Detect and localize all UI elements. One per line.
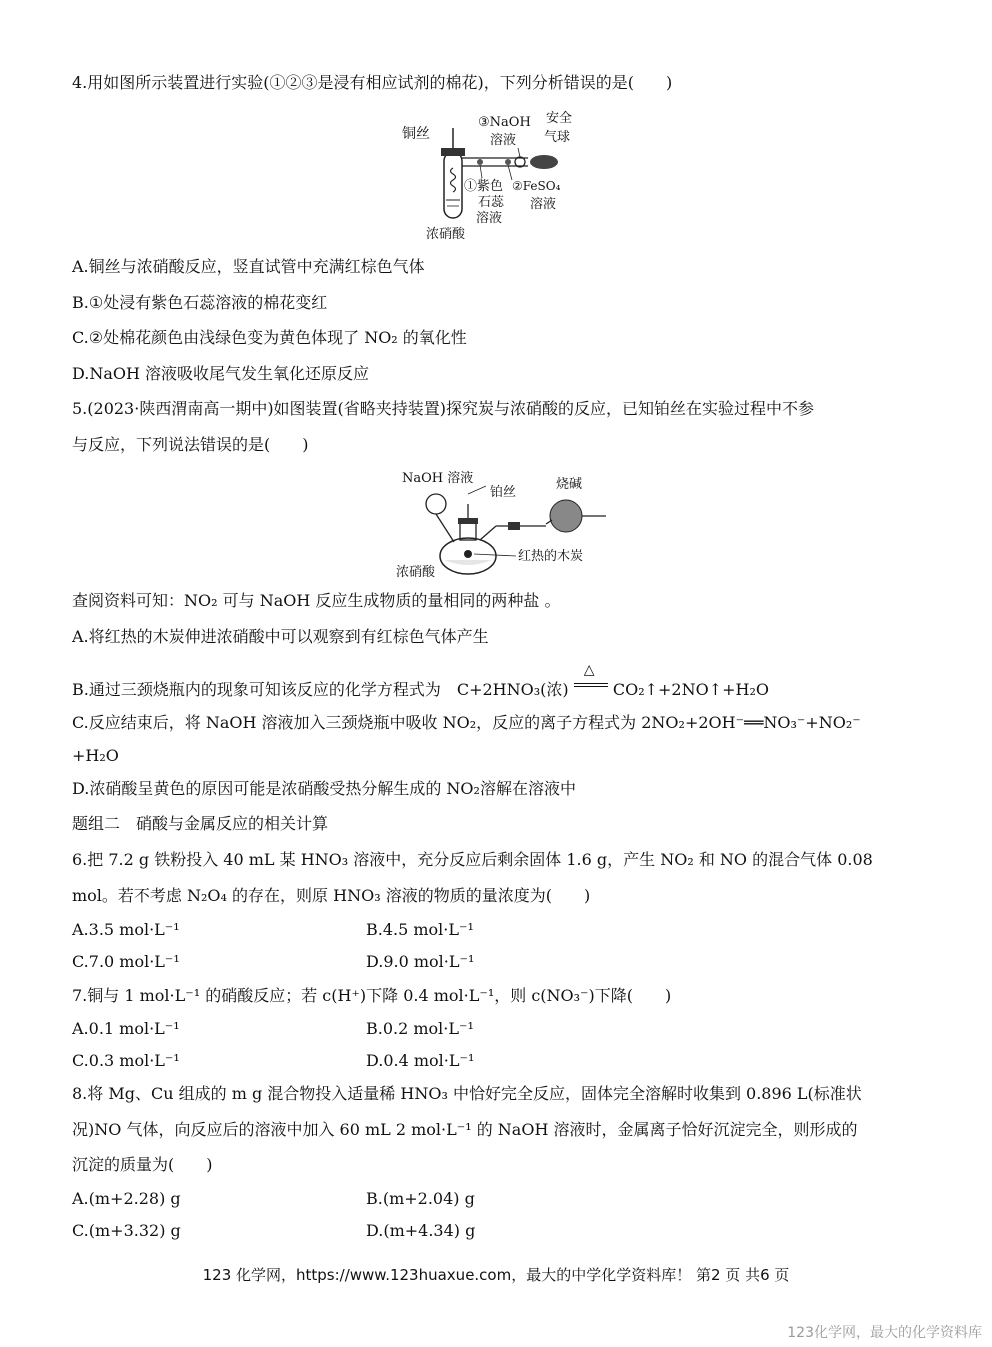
q4-option-a: A.铜丝与浓硝酸反应，竖直试管中充满红棕色气体 <box>72 257 425 276</box>
watermark: 123化学网，最大的化学资料库 <box>787 1325 982 1341</box>
q5-option-c-line-2: +H₂O <box>72 746 119 765</box>
q4-label-feso4-2: 溶液 <box>530 197 557 212</box>
q5-option-a: A.将红热的木炭伸进浓硝酸中可以观察到有红棕色气体产生 <box>72 627 489 646</box>
q5-stem-line-1: 5.(2023·陕西渭南高一期中)如图装置(省略夹持装置)探究炭与浓硝酸的反应，已知铂丝在实验过程中不参 <box>72 399 815 418</box>
q4-label-feso4-1: ②FeSO₄ <box>512 179 561 193</box>
q6-stem-line-2: mol。若不考虑 N₂O₄ 的存在，则原 HNO₃ 溶液的物质的量浓度为( ) <box>72 886 591 905</box>
q6-option-c: C.7.0 mol·L⁻¹ <box>72 952 180 971</box>
q7-option-c: C.0.3 mol·L⁻¹ <box>72 1051 180 1070</box>
q6-option-d: D.9.0 mol·L⁻¹ <box>366 952 475 971</box>
q8-option-d: D.(m+4.34) g <box>366 1221 476 1240</box>
q4-option-d: D.NaOH 溶液吸收尾气发生氧化还原反应 <box>72 364 370 383</box>
q6-option-b: B.4.5 mol·L⁻¹ <box>366 920 474 939</box>
q4-apparatus-figure <box>400 108 600 243</box>
q5-option-b-arrow <box>574 662 608 695</box>
q5-option-b <box>72 662 770 701</box>
q5-label-soda: 烧碱 <box>556 477 583 492</box>
q5-option-c-line-1: C.反应结束后，将 NaOH 溶液加入三颈烧瓶中吸收 NO₂，反应的离子方程式为 2NO₂+2OH⁻══NO₃⁻+NO₂⁻ <box>72 713 861 732</box>
q4-label-litmus-3: 溶液 <box>476 211 503 226</box>
q5-apparatus-figure <box>396 464 616 582</box>
q5-label-pt: 铂丝 <box>490 485 517 500</box>
q8-stem-line-3: 沉淀的质量为( ) <box>72 1155 213 1174</box>
q5-note: 查阅资料可知：NO₂ 可与 NaOH 反应生成物质的量相同的两种盐 。 <box>72 591 561 610</box>
q5-label-acid: 浓硝酸 <box>396 565 436 580</box>
q8-option-a: A.(m+2.28) g <box>72 1189 181 1208</box>
q6-stem-line-1: 6.把 7.2 g 铁粉投入 40 mL 某 HNO₃ 溶液中，充分反应后剩余固体 1.6 g，产生 NO₂ 和 NO 的混合气体 0.08 <box>72 850 873 869</box>
q8-option-c: C.(m+3.32) g <box>72 1221 181 1240</box>
q4-stem: 4.用如图所示装置进行实验(①②③是浸有相应试剂的棉花)，下列分析错误的是( ) <box>72 73 673 92</box>
q6-option-a: A.3.5 mol·L⁻¹ <box>72 920 180 939</box>
q4-apparatus-diagram <box>400 108 600 243</box>
q5-stem-line-2: 与反应，下列说法错误的是( ) <box>72 435 309 454</box>
q7-option-a: A.0.1 mol·L⁻¹ <box>72 1019 180 1038</box>
q5-option-b-text: B.通过三颈烧瓶内的现象可知该反应的化学方程式为 C+2HNO₃(浓) <box>72 680 569 699</box>
page-footer: 123 化学网，https://www.123huaxue.com，最大的中学化学资料库！ 第2 页 共6 页 <box>202 1266 790 1284</box>
q8-stem-line-1: 8.将 Mg、Cu 组成的 m g 混合物投入适量稀 HNO₃ 中恰好完全反应，固体完全溶解时收集到 0.896 L(标准状 <box>72 1084 862 1103</box>
q5-label-charcoal: 红热的木炭 <box>518 549 584 564</box>
q4-label-litmus-2: 石蕊 <box>478 195 505 210</box>
q4-label-balloon-1: 安全 <box>546 111 573 126</box>
group2-title: 题组二 硝酸与金属反应的相关计算 <box>72 814 329 833</box>
q5-option-b-condition: △ <box>583 662 595 678</box>
q4-label-acid: 浓硝酸 <box>426 227 466 242</box>
q4-label-naoh-2: 溶液 <box>490 133 517 148</box>
q5-apparatus-diagram <box>396 464 616 582</box>
q4-option-c: C.②处棉花颜色由浅绿色变为黄色体现了 NO₂ 的氧化性 <box>72 328 467 347</box>
q7-option-b: B.0.2 mol·L⁻¹ <box>366 1019 474 1038</box>
q5-option-d: D.浓硝酸呈黄色的原因可能是浓硝酸受热分解生成的 NO₂溶解在溶液中 <box>72 779 576 798</box>
q4-option-b: B.①处浸有紫色石蕊溶液的棉花变红 <box>72 293 328 312</box>
q8-option-b: B.(m+2.04) g <box>366 1189 475 1208</box>
q7-option-d: D.0.4 mol·L⁻¹ <box>366 1051 475 1070</box>
q4-label-wire: 铜丝 <box>402 126 430 142</box>
q7-stem: 7.铜与 1 mol·L⁻¹ 的硝酸反应；若 c(H⁺)下降 0.4 mol·L⁻¹，则 c(NO₃⁻)下降( ) <box>72 986 672 1005</box>
q4-label-naoh-1: ③NaOH <box>478 115 531 130</box>
q5-label-naoh: NaOH 溶液 <box>402 471 474 486</box>
q4-label-litmus-1: ①紫色 <box>464 179 504 194</box>
q4-label-balloon-2: 气球 <box>544 130 571 145</box>
q5-option-b-product: CO₂↑+2NO↑+H₂O <box>612 680 770 699</box>
q8-stem-line-2: 况)NO 气体，向反应后的溶液中加入 60 mL 2 mol·L⁻¹ 的 NaOH 溶液时，金属离子恰好沉淀完全，则形成的 <box>72 1120 858 1139</box>
